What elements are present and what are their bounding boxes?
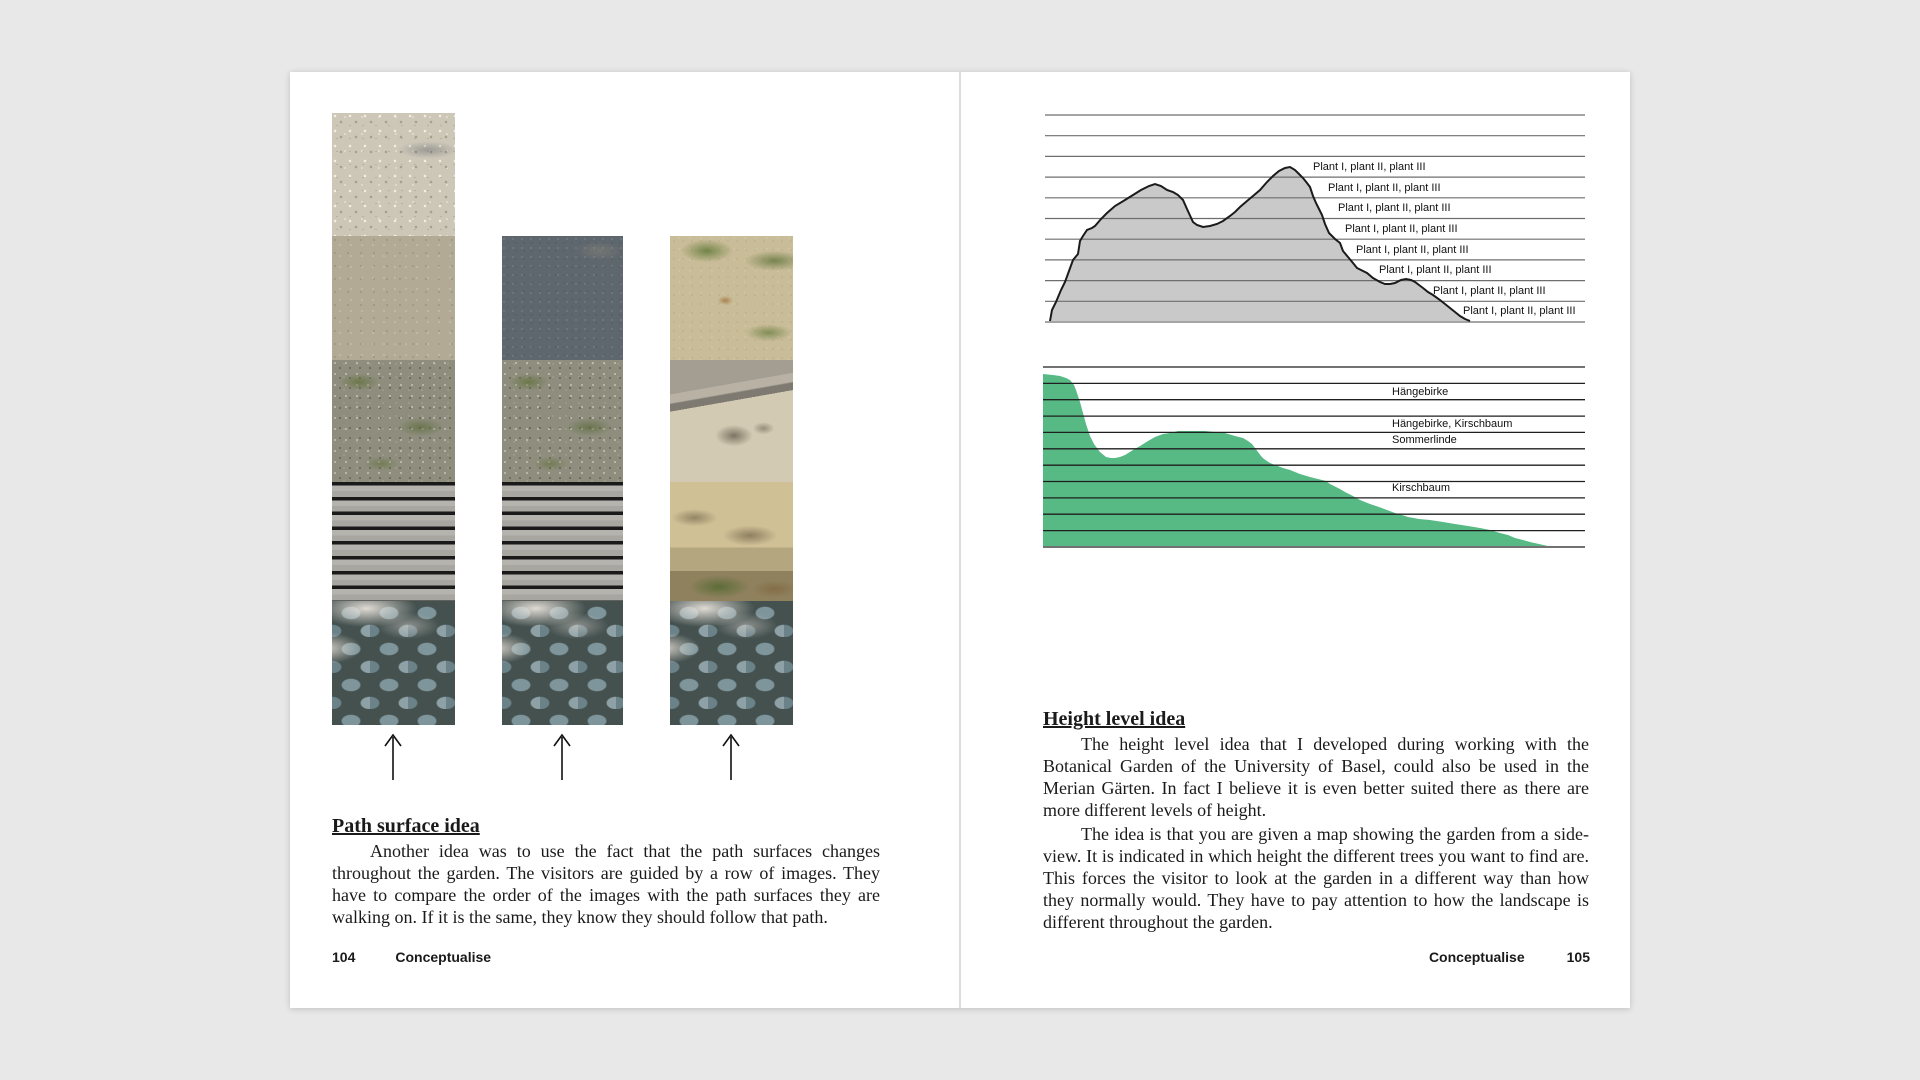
tree-label-kirschbaum: Kirschbaum <box>1392 482 1451 494</box>
photo-shaded-path <box>670 482 793 601</box>
photo-cobblestones <box>670 601 793 725</box>
photo-gravel-grass <box>332 360 455 482</box>
photo-boardwalk <box>502 482 623 601</box>
plant-level-chart <box>1045 114 1585 321</box>
left-page-paragraph: Another idea was to use the fact that the path surfaces changes throughout the garden. The visitors are guided by a row of images. They have to compare the order of the images with the path surfaces they are walking on. If it is the same, they know they should follow that path. <box>332 841 880 927</box>
up-arrow-icon <box>720 732 742 782</box>
path-photo-strip-1 <box>332 113 455 725</box>
up-arrow-icon <box>382 732 404 782</box>
photo-tan-concrete <box>332 236 455 360</box>
page-number: 104 <box>332 949 356 965</box>
photo-white-gravel <box>332 113 455 236</box>
right-page-heading: Height level idea <box>1043 708 1186 730</box>
section-title: Conceptualise <box>1428 949 1525 965</box>
page-gutter <box>959 72 961 1008</box>
right-page-paragraph-1: The height level idea that I developed during working with the Botanical Garden of the University of Basel, could also be used in the Merian Gärten. In fact I believe it is even better suited there as there are more different levels of height. <box>1043 734 1589 820</box>
plant-level-label: Plant I, plant II, plant III <box>1433 285 1546 297</box>
tree-level-chart-svg <box>1043 366 1585 548</box>
right-page-footer <box>1043 950 1590 965</box>
path-photo-strip-2 <box>502 236 623 725</box>
tree-label-haengebirke: Hängebirke <box>1392 386 1449 398</box>
plant-level-label: Plant I, plant II, plant III <box>1328 182 1441 194</box>
photo-dark-asphalt <box>502 236 623 360</box>
right-page-paragraph-2: The idea is that you are given a map showing the garden from a side-view. It is indicated in which height the different trees you want to find are. This forces the visitor to look at the garden in a different way than how they normally would. They have to pay attention to how the landscape is different throughout the garden. <box>1043 824 1589 932</box>
photo-gravel-grass <box>502 360 623 482</box>
tree-level-chart <box>1043 366 1585 546</box>
photo-concrete-curb <box>670 360 793 482</box>
photo-cobblestones <box>332 601 455 725</box>
right-page-text <box>1043 708 1589 933</box>
left-page-footer <box>332 950 880 965</box>
path-photo-strip-3 <box>670 236 793 725</box>
section-title: Conceptualise <box>395 949 492 965</box>
photo-boardwalk <box>332 482 455 601</box>
plant-level-label: Plant I, plant II, plant III <box>1463 305 1576 317</box>
book-spread <box>290 72 1630 1008</box>
left-page-text <box>332 815 880 928</box>
photo-soil-weeds <box>670 236 793 360</box>
photo-cobblestones <box>502 601 623 725</box>
plant-level-label: Plant I, plant II, plant III <box>1338 202 1451 214</box>
plant-level-label: Plant I, plant II, plant III <box>1313 161 1426 173</box>
plant-level-label: Plant I, plant II, plant III <box>1345 223 1458 235</box>
plant-level-label: Plant I, plant II, plant III <box>1356 244 1469 256</box>
up-arrow-icon <box>551 732 573 782</box>
tree-label-haengebirke-kirschbaum: Hängebirke, Kirschbaum <box>1392 418 1513 430</box>
plant-level-label: Plant I, plant II, plant III <box>1379 264 1492 276</box>
left-page-heading: Path surface idea <box>332 815 480 837</box>
tree-label-sommerlinde: Sommerlinde <box>1392 434 1457 446</box>
page-number: 105 <box>1566 949 1590 965</box>
